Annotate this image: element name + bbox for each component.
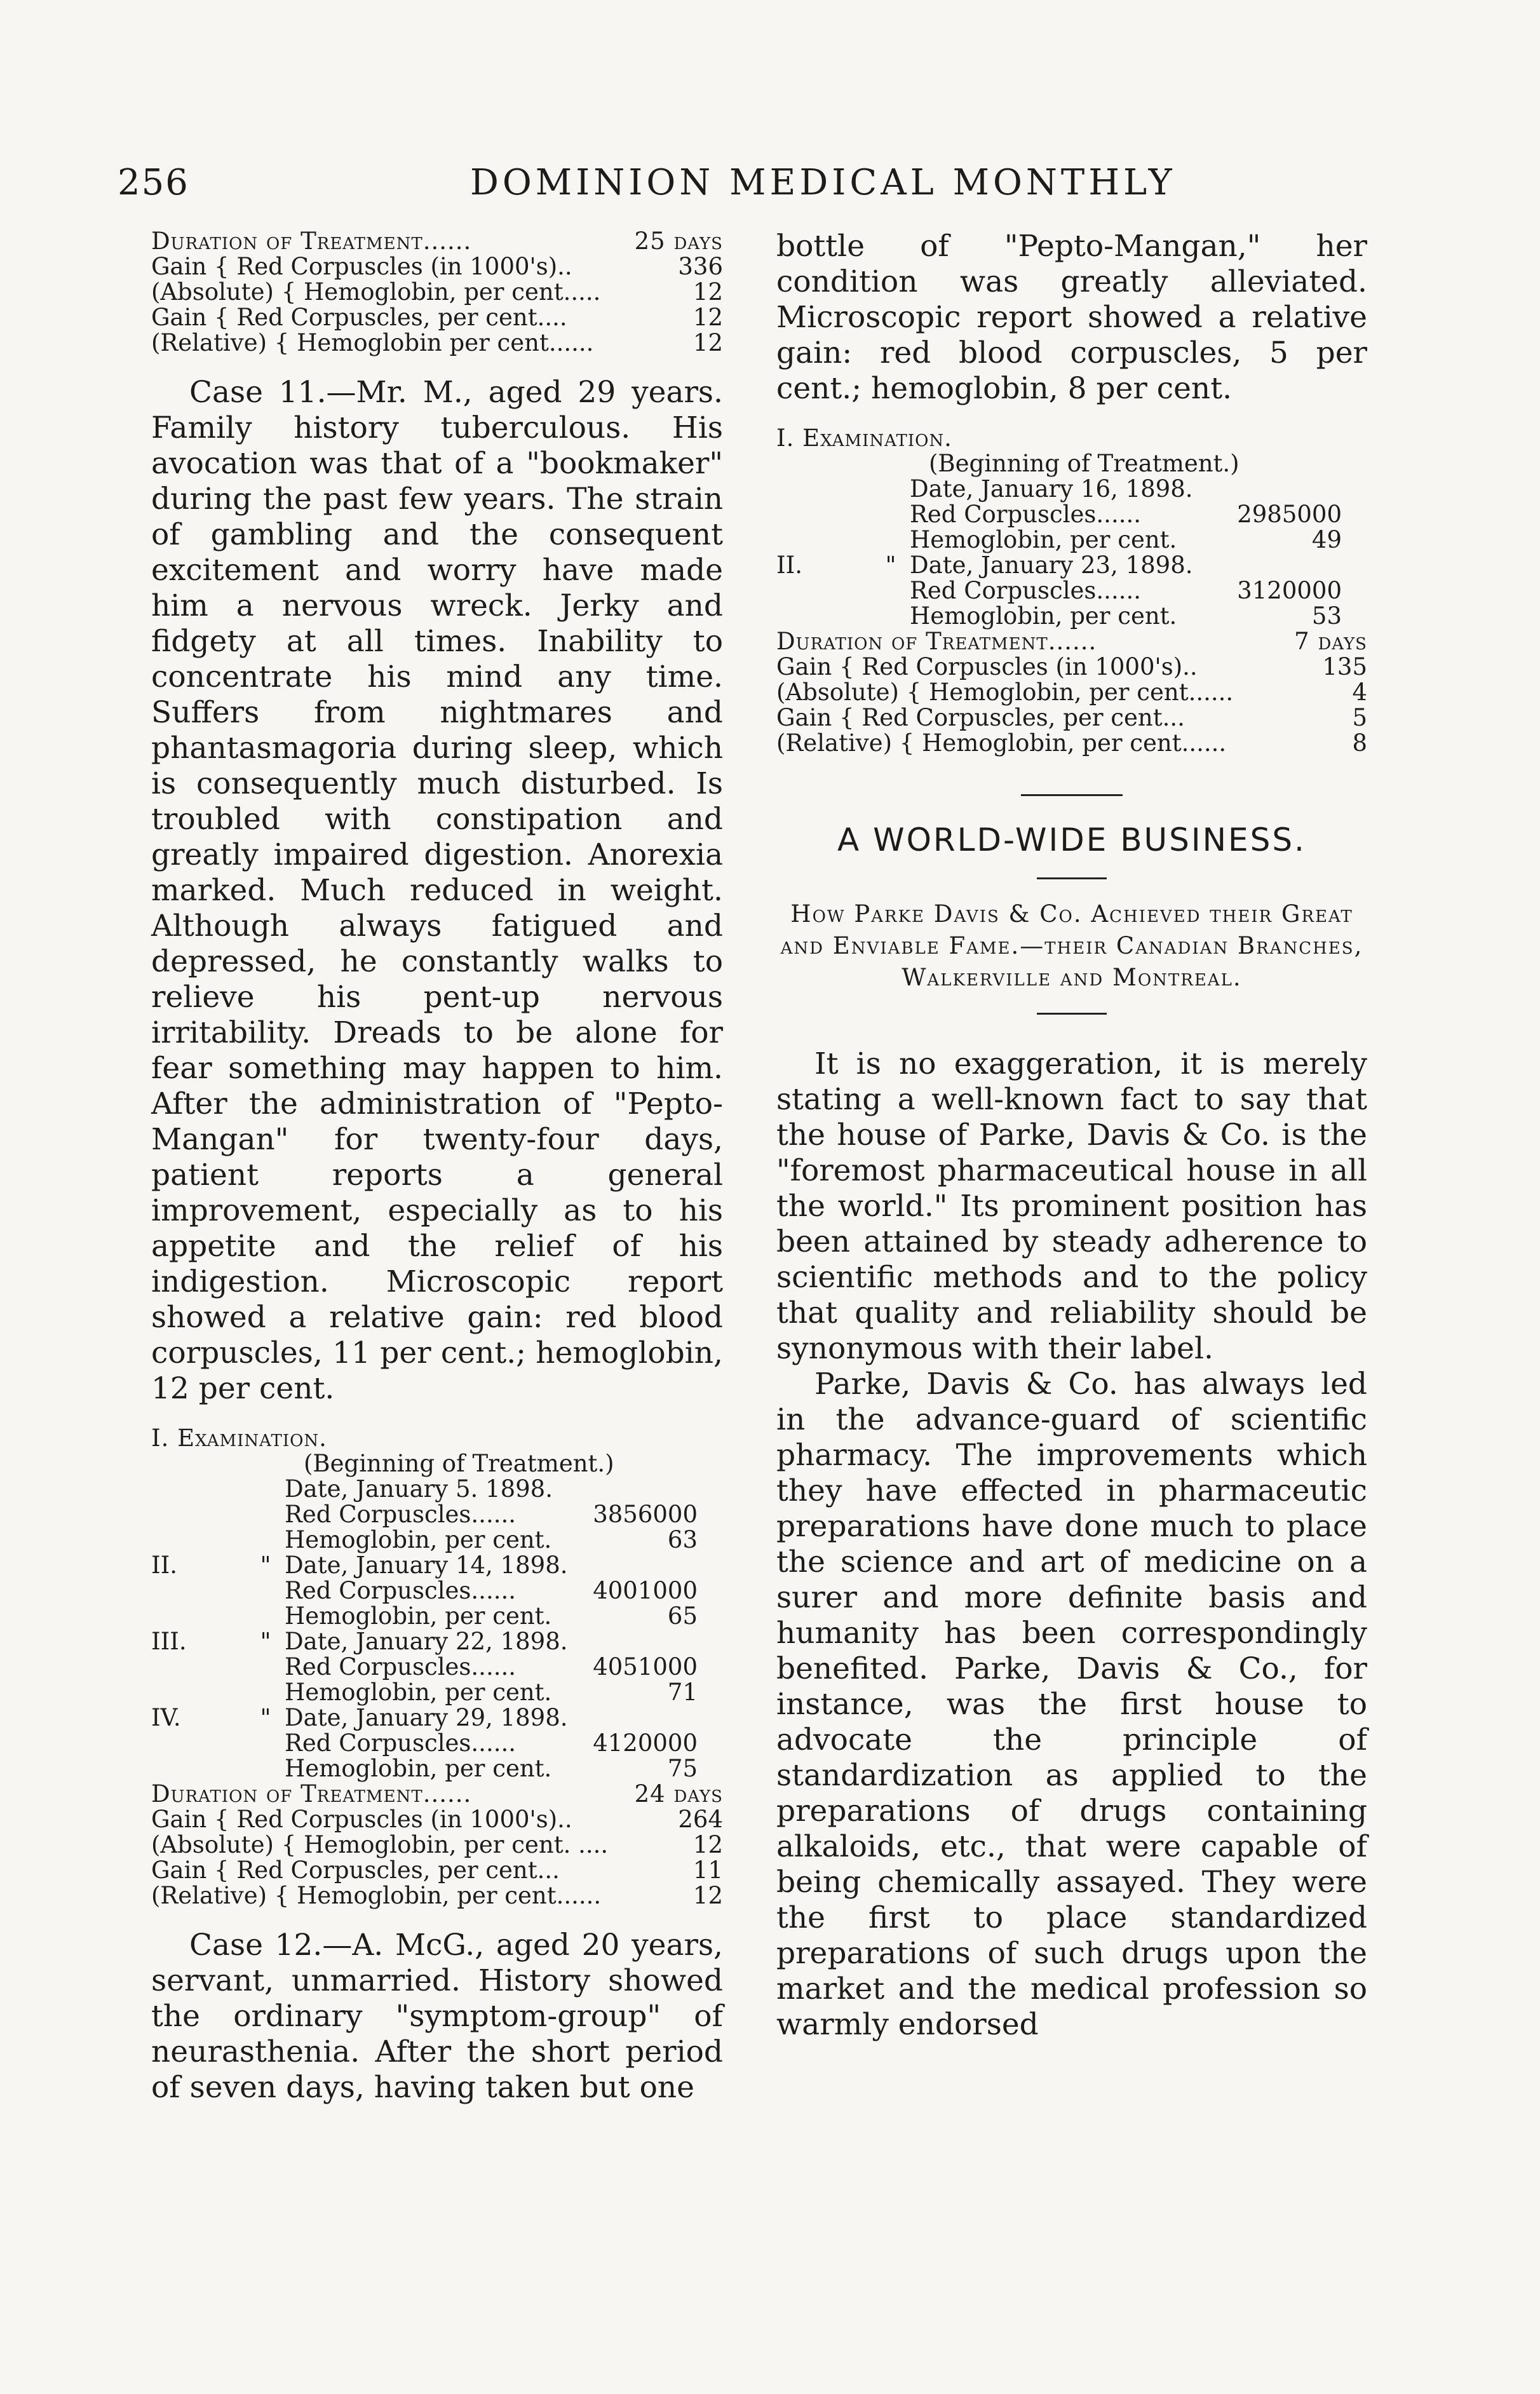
exam-row-text: Hemoglobin, per cent.: [910, 602, 1177, 630]
exam-row: [776, 527, 1367, 553]
exam-row-number: [151, 1654, 247, 1680]
exam-row-value: 63: [667, 1526, 698, 1553]
exam-row: [151, 1629, 723, 1654]
exam-row-text: Date, January 14, 1898.: [285, 1552, 568, 1579]
case-12-paragraph: Case 12.—A. McG., aged 20 years, servant, unmarried. History showed the ordinary "symptom-group" of neurasthenia. After the short period of seven days, having taken but one: [151, 1928, 723, 2105]
exam-row-entry: [910, 477, 1367, 502]
ditto-mark: [247, 1604, 285, 1629]
exam-row-number: IV.: [151, 1704, 181, 1731]
stat-row: Duration of Treatment...... 25 days: [151, 227, 723, 255]
exam-row-number: [151, 1604, 247, 1629]
stat-row: (Relative) { Hemoglobin, per cent...... 12: [151, 1882, 723, 1909]
exam-title: I. Examination.: [776, 424, 952, 452]
exam-row-number: II.: [776, 551, 802, 579]
exam-row-number: [151, 1502, 247, 1527]
exam-row-text: Date, January 16, 1898.: [910, 475, 1193, 503]
ditto-mark: [247, 1477, 285, 1502]
exam-row: [776, 553, 1367, 578]
exam-row-text: Date, January 23, 1898.: [910, 551, 1193, 579]
exam-row-text: Date, January 5. 1898.: [285, 1475, 553, 1503]
exam-row-text: Red Corpuscles......: [285, 1501, 516, 1528]
exam-row-value: 65: [667, 1602, 698, 1630]
left-column: [151, 229, 723, 2106]
exam-row-number: [776, 604, 872, 629]
article-subtitle: How Parke Davis & Co. Achieved their Great and Enviable Fame.—their Canadian Branches, Walkerville and Montreal.: [780, 900, 1363, 991]
exam-row-value: 75: [667, 1755, 698, 1782]
exam-row-text: Red Corpuscles......: [285, 1653, 516, 1681]
ditto-mark: [247, 1731, 285, 1756]
exam-row: [151, 1553, 723, 1578]
page-number: 256: [118, 162, 189, 203]
exam-row: [151, 1502, 723, 1527]
right-column: [776, 229, 1367, 2043]
stat-row: Duration of Treatment...... 7 days: [776, 628, 1367, 655]
exam-row: [776, 578, 1367, 604]
exam-row-text: Date, January 22, 1898.: [285, 1628, 568, 1655]
running-head: DOMINION MEDICAL MONTHLY: [470, 162, 1176, 203]
exam-row-entry: [285, 1578, 723, 1604]
case-11-paragraph: Case 11.—Mr. M., aged 29 years. Family history tuberculous. His avocation was that of a "bookmaker" during the past few years. The strain of gambling and the consequent excitement and worry have made him a nervous wreck. Jerky and fidgety at all times. Inability to concentrate his mind any time. Suffers from nightmares and phantasmagoria during sleep, which is consequently much disturbed. Is troubled with constipation and greatly impaired digestion. Anorexia marked. Much reduced in weight. Although always fatigued and depressed, he constantly walks to relieve his pent-up nervous irritability. Dreads to be alone for fear something may happen to him. After the administration of "Pepto-Mangan" for twenty-four days, patient reports a general improvement, especially as to his appetite and the relief of his indigestion. Microscopic report showed a relative gain: red blood corpuscles, 11 per cent.; hemoglobin, 12 per cent.: [151, 375, 723, 1406]
spacer: [776, 756, 1367, 794]
exam-row-number: [151, 1756, 247, 1782]
exam-row: [776, 502, 1367, 527]
exam-row-entry: [910, 578, 1367, 604]
top-stats: [151, 229, 723, 356]
spacer: [151, 356, 723, 375]
exam-row-entry: [910, 502, 1367, 527]
article-paragraph-2: Parke, Davis & Co. has always led in the advance-guard of scientific pharmacy. The improvements which they have effected in pharmaceutic preparations have done much to place the science and art of medicine on a surer and more definite basis and humanity has been correspondingly benefited. Parke, Davis & Co., for instance, was the first house to advocate the principle of standardization as applied to the preparations of drugs containing alkaloids, etc., that were capable of being chemically assayed. They were the first to place standardized preparations of such drugs upon the market and the medical profession so warmly endorsed: [776, 1367, 1367, 2042]
ditto-mark: [247, 1527, 285, 1553]
right-stats: [776, 629, 1367, 756]
article-paragraph-1: It is no exaggeration, it is merely stating a well-known fact to say that the house of Parke, Davis & Co. is the "foremost pharmaceutical house in all the world." Its prominent position has been attained by steady adherence to scientific methods and to the policy that quality and reliability should be synonymous with their label.: [776, 1046, 1367, 1366]
exam-row-entry: [285, 1680, 723, 1705]
bottom-stats: [151, 1782, 723, 1909]
exam-row-number: [151, 1527, 247, 1553]
exam-row-entry: [910, 527, 1367, 553]
exam-row-entry: [285, 1527, 723, 1553]
exam-row-text: Red Corpuscles......: [285, 1577, 516, 1604]
exam-row-text: Hemoglobin, per cent.: [285, 1602, 552, 1630]
stat-row: Duration of Treatment...... 24 days: [151, 1780, 723, 1808]
ditto-mark: ": [260, 1628, 271, 1655]
exam-row-text: Hemoglobin, per cent.: [285, 1755, 552, 1782]
exam-row: [151, 1604, 723, 1629]
exam-row-value: 2985000: [1237, 501, 1342, 528]
spacer: [776, 1015, 1367, 1046]
exam-row-text: Hemoglobin, per cent.: [285, 1526, 552, 1553]
exam-subtitle: (Beginning of Treatment.): [929, 450, 1239, 477]
exam-row-entry: [910, 604, 1367, 629]
ditto-mark: ": [885, 551, 896, 579]
stat-row: Gain { Red Corpuscles (in 1000's).. 336: [151, 253, 723, 280]
exam-row: [151, 1654, 723, 1680]
exam-row-entry: [285, 1477, 723, 1502]
exam-row: [151, 1756, 723, 1782]
exam-row-number: II.: [151, 1552, 177, 1579]
stat-row: Gain { Red Corpuscles, per cent.... 12: [151, 304, 723, 331]
stat-row: Gain { Red Corpuscles (in 1000's).. 264: [151, 1806, 723, 1833]
ditto-mark: ": [260, 1704, 271, 1731]
exam-row-number: [776, 502, 872, 527]
stat-row: (Relative) { Hemoglobin, per cent...... 8: [776, 729, 1367, 757]
stat-row: (Absolute) { Hemoglobin, per cent..... 12: [151, 278, 723, 306]
exam-row-value: 4051000: [593, 1653, 698, 1681]
exam-row-number: [776, 527, 872, 553]
exam-row-text: Hemoglobin, per cent.: [910, 526, 1177, 553]
exam-row-text: Date, January 29, 1898.: [285, 1704, 568, 1731]
ditto-mark: [872, 578, 910, 604]
exam-rows: [151, 1477, 723, 1782]
exam-row-value: 4120000: [593, 1729, 698, 1757]
exam-row-value: 71: [667, 1679, 698, 1706]
exam-row: [151, 1477, 723, 1502]
exam-subtitle: (Beginning of Treatment.): [304, 1450, 614, 1477]
ditto-mark: [247, 1502, 285, 1527]
stat-row: (Relative) { Hemoglobin per cent...... 12: [151, 329, 723, 356]
spacer: [776, 796, 1367, 822]
ditto-mark: ": [260, 1552, 271, 1579]
ditto-mark: [872, 527, 910, 553]
spacer: [776, 879, 1367, 898]
exam-title: I. Examination.: [151, 1424, 327, 1452]
ditto-mark: [247, 1654, 285, 1680]
exam-row-value: 49: [1311, 526, 1342, 553]
exam-row-value: 4001000: [593, 1577, 698, 1604]
exam-row: [776, 477, 1367, 502]
exam-row-entry: [910, 553, 1367, 578]
examination-table-left: [151, 1426, 723, 1782]
spacer: [776, 994, 1367, 1013]
exam-row-entry: [285, 1654, 723, 1680]
exam-row-number: [151, 1731, 247, 1756]
exam-row-value: 53: [1311, 602, 1342, 630]
exam-row-entry: [285, 1705, 723, 1731]
examination-table-right: [776, 426, 1367, 629]
ditto-mark: [247, 1680, 285, 1705]
stat-row: (Absolute) { Hemoglobin, per cent...... 4: [776, 679, 1367, 706]
article-title: A WORLD-WIDE BUSINESS.: [837, 822, 1306, 858]
exam-row-value: 3856000: [593, 1501, 698, 1528]
ditto-mark: [872, 502, 910, 527]
ditto-mark: [872, 604, 910, 629]
exam-row: [151, 1680, 723, 1705]
exam-row-entry: [285, 1629, 723, 1654]
exam-rows: [776, 477, 1367, 629]
exam-row-text: Red Corpuscles......: [910, 577, 1141, 604]
exam-row-number: [151, 1578, 247, 1604]
exam-row-entry: [285, 1604, 723, 1629]
exam-row-value: 3120000: [1237, 577, 1342, 604]
stat-row: Gain { Red Corpuscles (in 1000's).. 135: [776, 653, 1367, 680]
exam-row: [151, 1527, 723, 1553]
spacer: [151, 1909, 723, 1928]
exam-row: [151, 1731, 723, 1756]
exam-row-entry: [285, 1553, 723, 1578]
exam-row: [151, 1705, 723, 1731]
stat-row: Gain { Red Corpuscles, per cent... 5: [776, 704, 1367, 731]
exam-row-number: [776, 477, 872, 502]
exam-row: [776, 604, 1367, 629]
exam-row-entry: [285, 1731, 723, 1756]
exam-row-text: Red Corpuscles......: [285, 1729, 516, 1757]
exam-row-text: Red Corpuscles......: [910, 501, 1141, 528]
case-12-continued: bottle of "Pepto-Mangan," her condition was greatly alleviated. Microscopic report showed a relative gain: red blood corpuscles, 5 per cent.; hemoglobin, 8 per cent.: [776, 229, 1367, 406]
exam-row-number: [151, 1680, 247, 1705]
exam-row-number: [151, 1477, 247, 1502]
exam-row-text: Hemoglobin, per cent.: [285, 1679, 552, 1706]
spacer: [151, 1407, 723, 1426]
exam-row-number: [776, 578, 872, 604]
spacer: [776, 858, 1367, 877]
ditto-mark: [247, 1578, 285, 1604]
ditto-mark: [247, 1756, 285, 1782]
exam-row-entry: [285, 1756, 723, 1782]
ditto-mark: [872, 477, 910, 502]
exam-row: [151, 1578, 723, 1604]
stat-row: (Absolute) { Hemoglobin, per cent. .... 12: [151, 1831, 723, 1858]
stat-row: Gain { Red Corpuscles, per cent... 11: [151, 1856, 723, 1884]
spacer: [776, 407, 1367, 426]
exam-row-entry: [285, 1502, 723, 1527]
exam-row-number: III.: [151, 1628, 187, 1655]
